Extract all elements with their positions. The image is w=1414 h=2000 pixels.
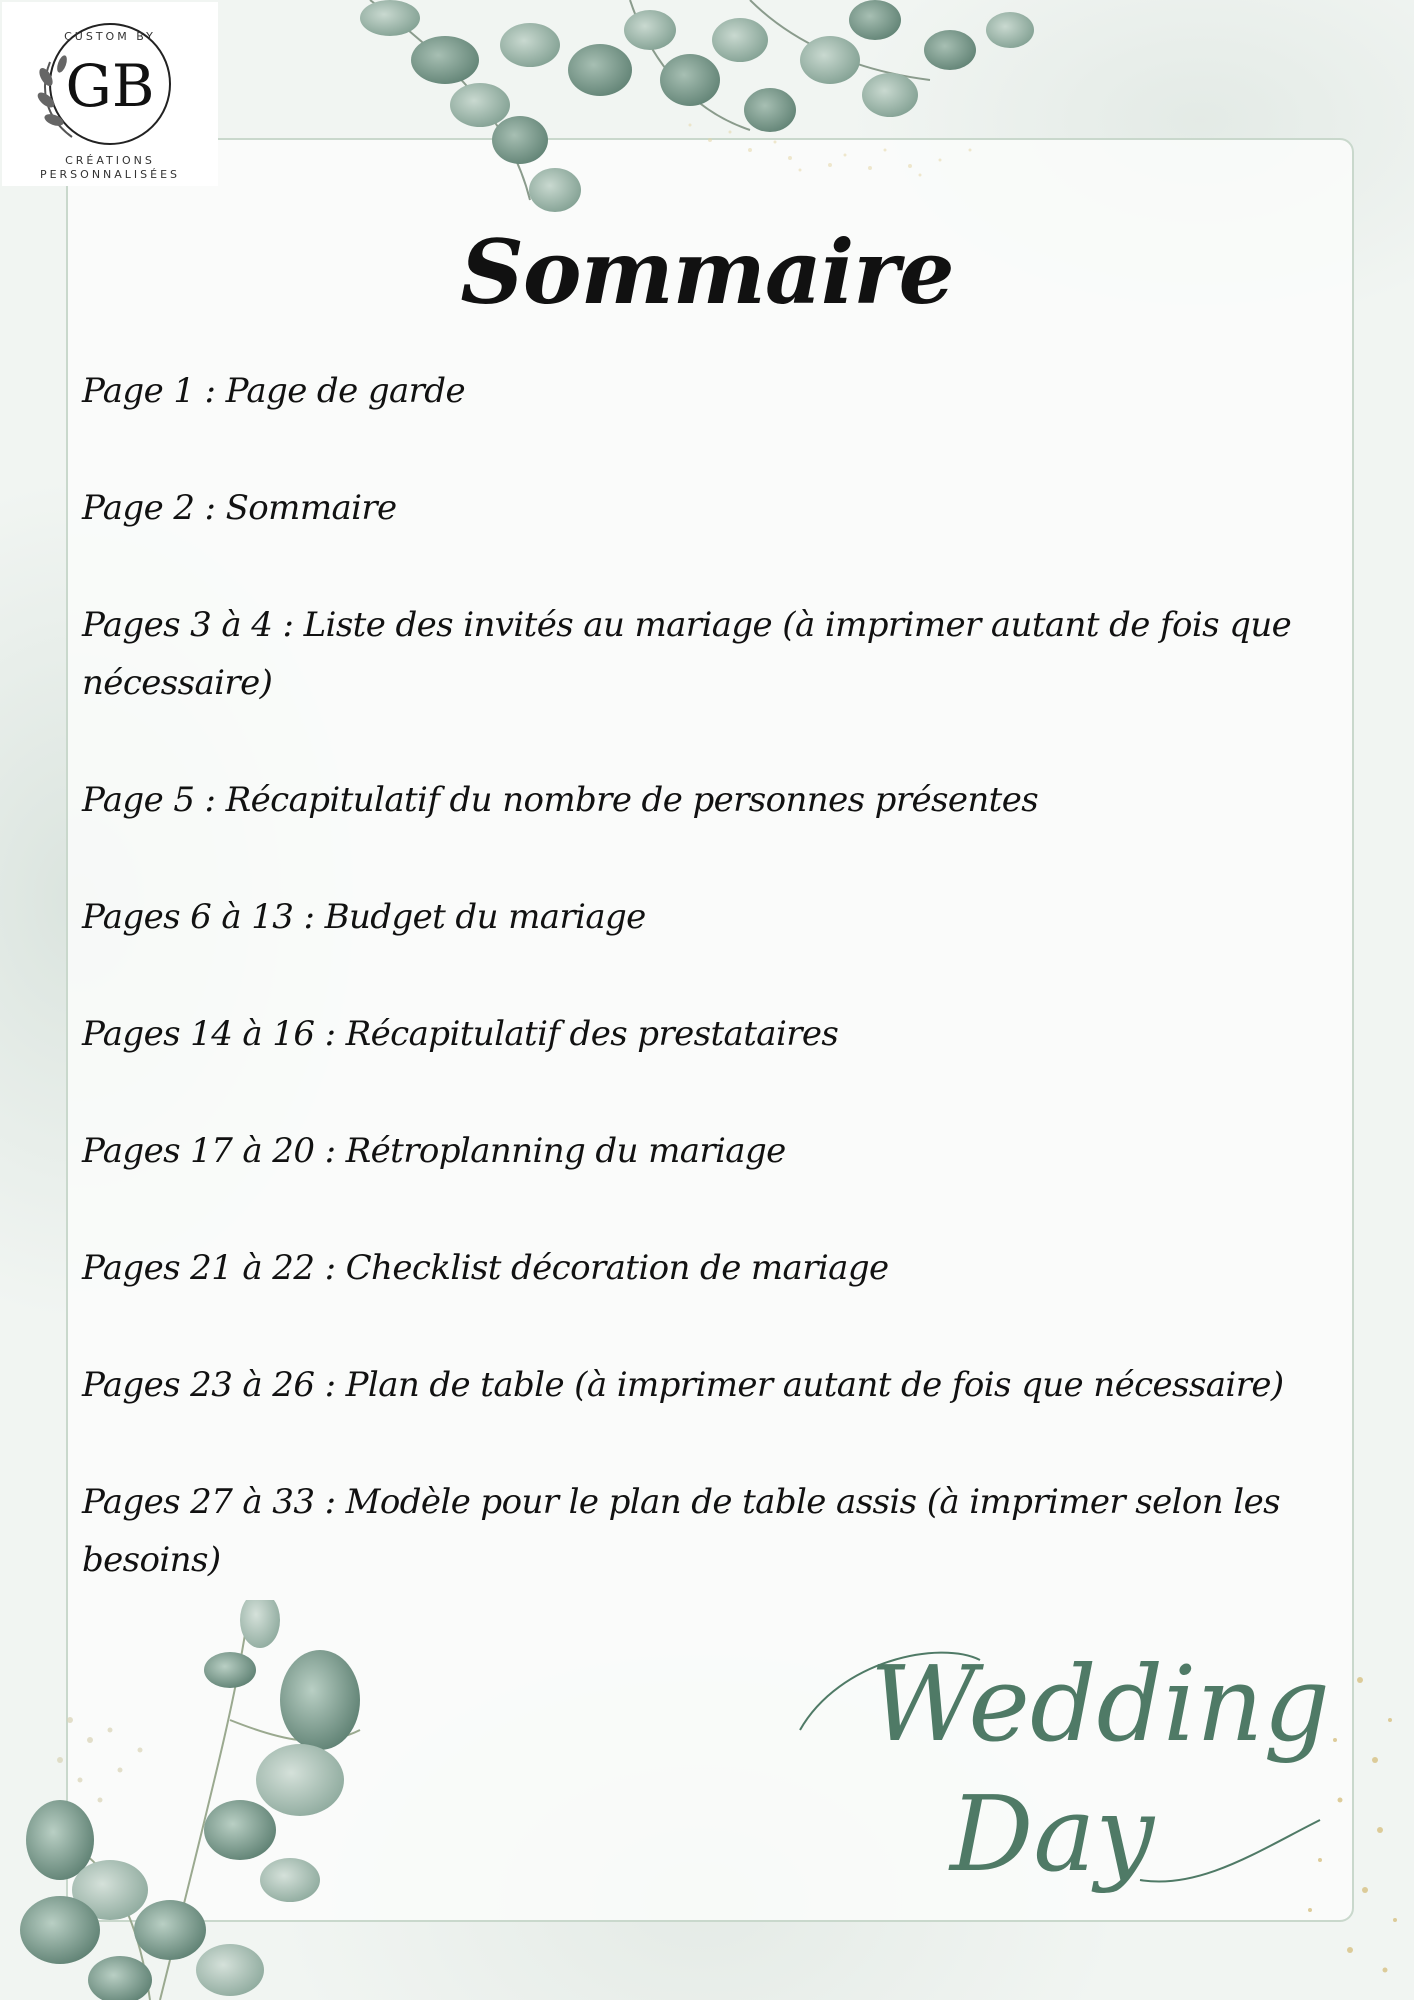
logo-emblem [2, 2, 218, 186]
logo-top-text: CUSTOM BY [64, 30, 156, 43]
wedding-word: Wedding [870, 1643, 1330, 1765]
brand-logo [2, 2, 218, 186]
table-of-contents [82, 362, 1332, 1648]
toc-item: Pages 23 à 26 : Plan de table (à imprimer autant de fois que nécessaire) [82, 1365, 1284, 1405]
eucalyptus-top-icon [330, 0, 1130, 230]
toc-item: Pages 21 à 22 : Checklist décoration de mariage [82, 1248, 889, 1288]
toc-item: Pages 3 à 4 : Liste des invités au mariage (à imprimer autant de fois que nécessaire) [82, 605, 1292, 703]
eucalyptus-bottom-left-icon [0, 1600, 400, 2000]
toc-item: Pages 17 à 20 : Rétroplanning du mariage [82, 1131, 786, 1171]
logo-initials: GB [65, 52, 155, 120]
logo-bottom-line2: PERSONNALISÉES [39, 168, 181, 181]
toc-item: Pages 6 à 13 : Budget du mariage [82, 897, 646, 937]
toc-item: Pages 27 à 33 : Modèle pour le plan de table assis (à imprimer selon les besoins) [82, 1482, 1280, 1580]
toc-item: Page 1 : Page de garde [82, 371, 465, 411]
toc-item: Page 5 : Récapitulatif du nombre de personnes présentes [82, 780, 1039, 820]
logo-bottom-line1: CRÉATIONS [65, 154, 155, 167]
toc-item: Pages 14 à 16 : Récapitulatif des prestataires [82, 1014, 839, 1054]
day-word: Day [950, 1773, 1155, 1895]
page-title: Sommaire [460, 220, 954, 324]
wedding-day-script [780, 1620, 1340, 1920]
toc-item: Page 2 : Sommaire [82, 488, 397, 528]
